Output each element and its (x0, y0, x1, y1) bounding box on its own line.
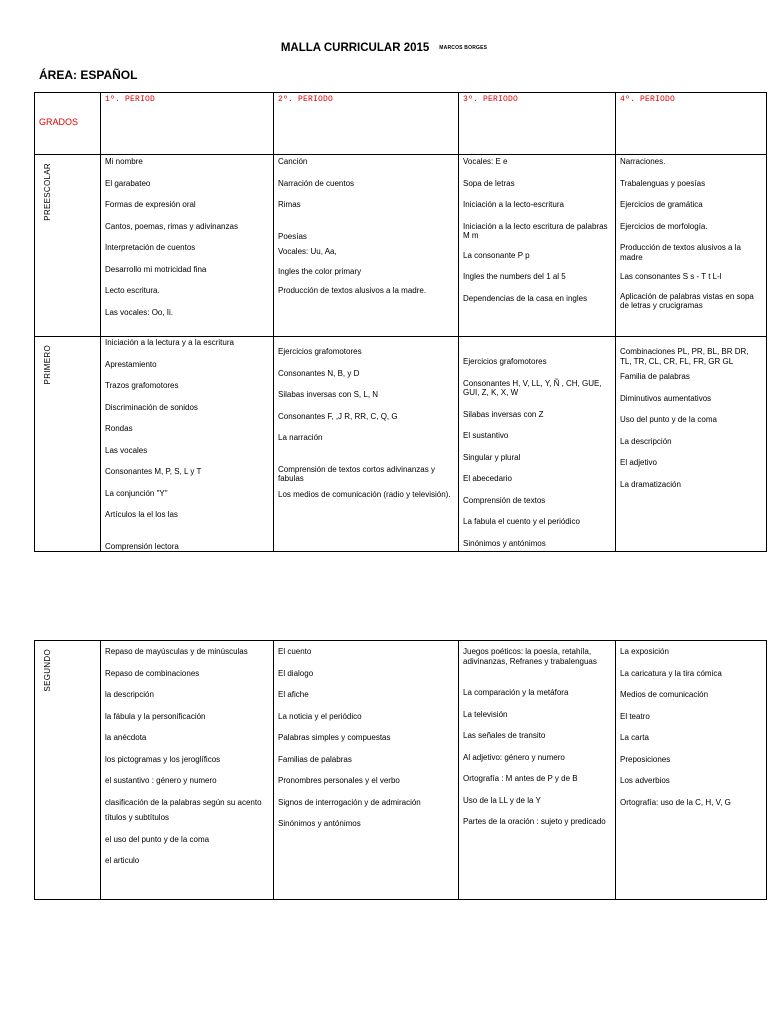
list-item: Vocales: Uu, Aa, (278, 247, 337, 256)
content-cell (459, 641, 616, 900)
content-cell (101, 337, 274, 552)
list-item: Palabras simples y compuestas (278, 733, 391, 742)
list-item: Comprensión de textos cortos adivinanzas y fabulas (278, 464, 435, 483)
list-item: Interpretación de cuentos (105, 243, 196, 252)
list-item: La dramatización (620, 479, 681, 489)
list-item: El cuento (278, 647, 312, 656)
list-item: Singular y plural (463, 452, 521, 462)
list-item: Ejercicios de morfología. (620, 221, 708, 231)
list-item: Signos de interrogación y de admiración (278, 797, 421, 807)
list-item: Sinónimos y antónimos (278, 819, 361, 828)
title-text: MALLA CURRICULAR 2015 (280, 42, 430, 54)
list-item: Aprestamiento (105, 359, 157, 369)
period-4-label: 4º. PERIODO (620, 95, 676, 104)
list-item: Combinaciones PL, PR, BL, BR DR, TL, TR, CL, CR, FL, FR, GR GL (620, 347, 749, 366)
list-item: La narración (278, 433, 323, 442)
grade-label: SEGUNDO (43, 649, 52, 692)
list-item: Consonantes M, P, S, L y T (105, 467, 202, 476)
list-item: Las señales de transito (463, 731, 546, 740)
period-header-1 (101, 93, 274, 155)
period-3-label: 3º. PERIODO (463, 95, 519, 104)
list-item: Uso del punto y de la coma (620, 415, 717, 424)
content-cell (274, 641, 459, 900)
list-item: Mi nombre (105, 157, 143, 166)
grade-row-primero (35, 337, 767, 552)
content-cell (274, 155, 459, 337)
list-item: El afiche (278, 690, 309, 699)
curriculum-table-2 (34, 640, 767, 900)
list-item: Ortografía : M antes de P y de B (463, 774, 578, 783)
list-item: Silabas inversas con Z (463, 409, 544, 419)
list-item: Consonantes F, ,J R, RR, C, Q, G (278, 411, 398, 421)
list-item: La caricatura y la tira cómica (620, 668, 722, 678)
list-item: el sustantivo : género y numero (105, 776, 217, 785)
author-name: MARCOS BORGES (439, 45, 488, 51)
list-item: Ingles the color primary (278, 266, 362, 276)
list-item: los pictogramas y los jeroglíficos (105, 754, 221, 764)
list-item: Narraciones. (620, 157, 666, 166)
list-item: La televisión (463, 709, 508, 719)
period-header-2 (274, 93, 459, 155)
period-header-4 (616, 93, 767, 155)
content-cell (616, 641, 767, 900)
list-item: Canción (278, 157, 308, 166)
list-item: El teatro (620, 711, 650, 721)
list-item: Cantos, poemas, rimas y adivinanzas (105, 221, 238, 231)
grade-label: PRIMERO (43, 345, 52, 385)
grade-cell (35, 155, 101, 337)
period-1-label: 1º. PERIOD (105, 95, 156, 104)
content-cell (101, 641, 274, 900)
list-item: Los adverbios (620, 776, 670, 785)
list-item: Consonantes N, B, y D (278, 368, 360, 378)
list-item: Rondas (105, 424, 133, 433)
list-item: Los medios de comunicación (radio y televisión). (278, 489, 451, 499)
list-item: Repaso de mayúsculas y de minúsculas (105, 647, 248, 656)
list-item: La consonante P p (463, 250, 530, 260)
header-row (35, 93, 767, 155)
list-item: Sinónimos y antónimos (463, 538, 546, 548)
list-item: Ejercicios grafomotores (278, 347, 362, 356)
list-item: Discriminación de sonidos (105, 402, 198, 412)
list-item: Diminutivos aumentativos (620, 393, 712, 403)
list-item: La carta (620, 733, 649, 742)
list-item: Consonantes H, V, LL, Y, Ñ , CH, GUE, GUI, Z, K, X, W (463, 378, 602, 397)
list-item: Producción de textos alusivos a la madre. (278, 286, 427, 295)
list-item: El adjetivo (620, 458, 657, 467)
grade-row-segundo (35, 641, 767, 900)
list-item: Al adjetivo: género y numero (463, 752, 565, 762)
grade-cell (35, 337, 101, 552)
list-item: Familia de palabras (620, 372, 690, 381)
list-item: Silabas inversas con S, L, N (278, 390, 379, 399)
content-cell (274, 337, 459, 552)
list-item: Lecto escritura. (105, 286, 160, 295)
list-item: Artículos la el los las (105, 510, 178, 519)
list-item: Iniciación a la lecto escritura de palabras M m (463, 221, 608, 240)
grade-label: PREESCOLAR (43, 163, 52, 221)
area-heading: ÁREA: ESPAÑOL (39, 68, 138, 82)
list-item: La noticia y el periódico (278, 711, 362, 721)
list-item: El abecedario (463, 474, 512, 483)
list-item: Preposiciones (620, 754, 671, 764)
list-item: Aplicación de palabras vistas en sopa de letras y crucigramas (620, 291, 754, 310)
grados-header-cell (35, 93, 101, 155)
list-item: Ejercicios de gramática (620, 200, 703, 209)
list-item: Las vocales: Oo, Ii. (105, 307, 174, 317)
list-item: el articulo (105, 856, 140, 865)
list-item: Las vocales (105, 445, 148, 455)
list-item: Trabalenguas y poesías (620, 178, 706, 188)
list-item: Producción de textos alusivos a la madre (620, 243, 741, 262)
list-item: Medios de comunicación (620, 690, 709, 699)
list-item: Ortografía: uso de la C, H, V, G (620, 797, 731, 807)
list-item: La comparación y la metáfora (463, 688, 569, 697)
list-item: la anécdota (105, 733, 147, 742)
list-item: Comprensión lectora (105, 541, 179, 551)
list-item: El dialogo (278, 668, 314, 678)
list-item: El garabateo (105, 178, 151, 188)
list-item: títulos y subtítulos (105, 813, 170, 822)
list-item: Desarrollo mi motricidad fina (105, 264, 207, 274)
list-item: La conjunción "Y" (105, 488, 168, 498)
list-item: Iniciación a la lecto-escritura (463, 200, 564, 209)
list-item: Poesías (278, 231, 307, 241)
list-item: Repaso de combinaciones (105, 668, 200, 678)
list-item: Pronombres personales y el verbo (278, 776, 400, 785)
list-item: Ejercicios grafomotores (463, 357, 547, 366)
list-item: la descripción (105, 690, 154, 699)
grados-label: GRADOS (39, 117, 79, 127)
list-item: La descripción (620, 436, 672, 446)
list-item: La fabula el cuento y el periódico (463, 517, 580, 526)
list-item: Dependencias de la casa en ingles (463, 293, 588, 303)
content-cell (459, 155, 616, 337)
document-title (0, 42, 768, 54)
list-item: clasificación de la palabras según su acento (105, 797, 262, 807)
list-item: Vocales: E e (463, 157, 508, 166)
list-item: Trazos grafomotores (105, 381, 179, 390)
list-item: Rimas (278, 200, 301, 209)
content-cell (616, 155, 767, 337)
list-item: Iniciación a la lectura y a la escritura (105, 338, 234, 347)
grade-row-preescolar (35, 155, 767, 337)
grade-cell (35, 641, 101, 900)
list-item: Las consonantes S s - T t L-l (620, 272, 722, 281)
list-item: Familias de palabras (278, 754, 352, 764)
content-cell (459, 337, 616, 552)
content-cell (101, 155, 274, 337)
list-item: La exposición (620, 647, 669, 656)
list-item: el uso del punto y de la coma (105, 834, 210, 844)
list-item: Formas de expresión oral (105, 200, 196, 209)
list-item: Ingles the numbers del 1 al 5 (463, 272, 566, 281)
list-item: Comprensión de textos (463, 495, 546, 505)
period-header-3 (459, 93, 616, 155)
list-item: Uso de la LL y de la Y (463, 795, 541, 805)
list-item: El sustantivo (463, 431, 509, 440)
list-item: Narración de cuentos (278, 178, 355, 188)
list-item: Partes de la oración : sujeto y predicado (463, 817, 606, 826)
list-item: Sopa de letras (463, 178, 515, 188)
curriculum-table-1 (34, 92, 767, 552)
list-item: Juegos poéticos: la poesía, retahíla, adivinanzas, Refranes y trabalenguas (463, 647, 597, 666)
content-cell (616, 337, 767, 552)
period-2-label: 2º. PERIODO (278, 95, 334, 104)
list-item: la fábula y la personificación (105, 711, 206, 721)
